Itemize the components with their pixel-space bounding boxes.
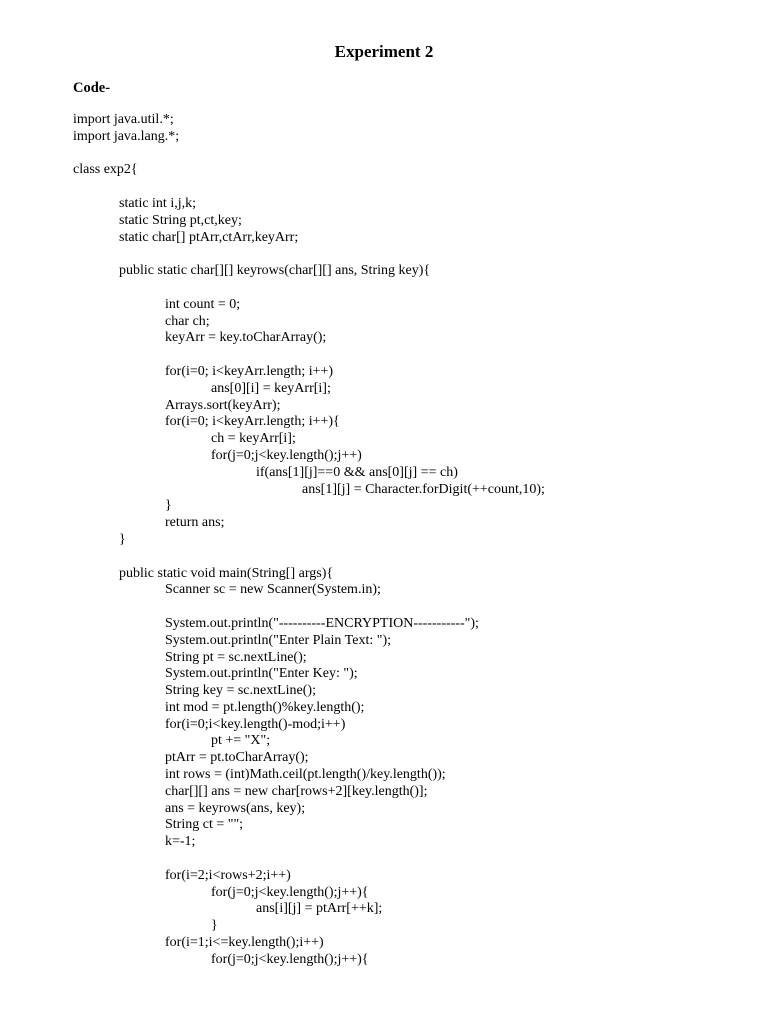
code-line: for(i=2;i<rows+2;i++): [165, 867, 291, 883]
page-title: Experiment 2: [334, 42, 434, 61]
code-line: String ct = "";: [165, 817, 244, 833]
code-line: if(ans[1][j]==0 && ans[0][j] == ch): [256, 464, 458, 480]
code-line: for(i=0; i<keyArr.length; i++){: [165, 414, 340, 430]
code-line: int count = 0;: [165, 296, 241, 312]
code-line: Scanner sc = new Scanner(System.in);: [165, 582, 381, 598]
code-line: return ans;: [165, 515, 225, 531]
code-line: pt += "X";: [211, 733, 271, 749]
code-line: ptArr = pt.toCharArray();: [165, 750, 309, 766]
code-line: System.out.println("Enter Key: ");: [165, 666, 358, 682]
code-line: [73, 851, 545, 868]
code-line: public static char[][] keyrows(char[][] ans, String key){: [119, 263, 431, 279]
code-line: System.out.println("----------ENCRYPTION-----------");: [165, 615, 479, 631]
code-line: ans[i][j] = ptArr[++k];: [256, 901, 383, 917]
code-line: }: [165, 498, 172, 514]
code-line: [73, 347, 545, 364]
code-line: ch = keyArr[i];: [211, 431, 296, 447]
code-line: ans[0][i] = keyArr[i];: [211, 380, 331, 396]
code-line: for(j=0;j<key.length();j++){: [211, 951, 369, 967]
code-line: [73, 146, 545, 163]
code-line: public static void main(String[] args){: [119, 565, 334, 581]
code-line: ans[1][j] = Character.forDigit(++count,10);: [302, 481, 545, 497]
code-line: System.out.println("Enter Plain Text: ");: [165, 632, 392, 648]
code-line: ans = keyrows(ans, key);: [165, 800, 306, 816]
code-line: [73, 599, 545, 616]
code-line: static int i,j,k;: [119, 195, 196, 211]
code-line: [73, 179, 545, 196]
code-line: for(i=0;i<key.length()-mod;i++): [165, 716, 346, 732]
code-line: String key = sc.nextLine();: [165, 683, 316, 699]
code-line: int rows = (int)Math.ceil(pt.length()/key.length());: [165, 767, 446, 783]
code-block: [73, 112, 545, 969]
code-line: static String pt,ct,key;: [119, 212, 242, 228]
code-line: for(j=0;j<key.length();j++): [211, 447, 362, 463]
code-line: for(i=0; i<keyArr.length; i++): [165, 363, 334, 379]
code-line: k=-1;: [165, 834, 196, 850]
code-line: int mod = pt.length()%key.length();: [165, 699, 365, 715]
code-line: import java.lang.*;: [73, 128, 180, 144]
code-line: [73, 280, 545, 297]
code-line: class exp2{: [73, 162, 138, 178]
code-line: Arrays.sort(keyArr);: [165, 397, 281, 413]
code-line: keyArr = key.toCharArray();: [165, 330, 327, 346]
code-line: }: [119, 531, 126, 547]
code-line: import java.util.*;: [73, 112, 174, 127]
code-line: [73, 246, 545, 263]
section-heading: Code-: [73, 80, 111, 96]
code-line: char[][] ans = new char[rows+2][key.length()];: [165, 783, 428, 799]
code-line: [73, 549, 545, 566]
code-line: static char[] ptArr,ctArr,keyArr;: [119, 229, 299, 245]
code-line: for(i=1;i<=key.length();i++): [165, 935, 324, 951]
code-line: }: [211, 918, 218, 934]
code-line: String pt = sc.nextLine();: [165, 649, 307, 665]
code-line: char ch;: [165, 313, 210, 329]
code-line: for(j=0;j<key.length();j++){: [211, 884, 369, 900]
